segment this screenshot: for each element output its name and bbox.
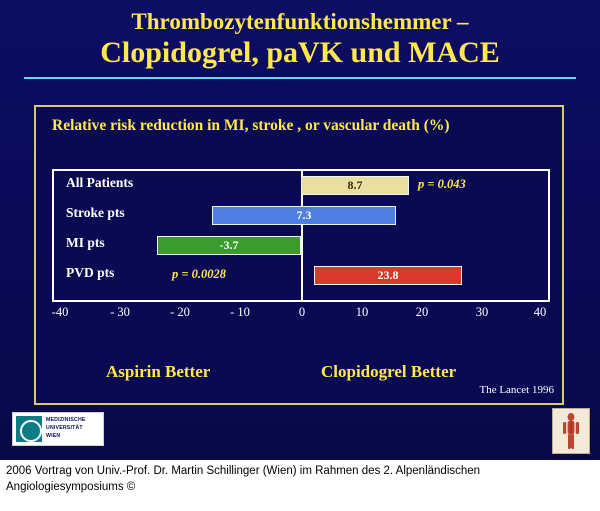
vascular-system-figure-icon (559, 412, 583, 452)
title-divider (24, 77, 576, 79)
aspirin-better-label: Aspirin Better (106, 362, 211, 381)
x-tick: 0 (298, 305, 306, 319)
x-tick: 40 (533, 305, 547, 319)
bar-value-label: 7.3 (296, 208, 312, 222)
bar-value-label: 23.8 (377, 268, 399, 282)
bar-pvd-pts (314, 266, 462, 285)
bar-value-label: 8.7 (347, 178, 363, 192)
bar-all-patients (301, 176, 409, 195)
bar-stroke-pts (212, 206, 396, 225)
logo-line-3: WIEN (46, 432, 61, 439)
x-tick: - 20 (170, 305, 190, 319)
slide-title-line-1: Thrombozytenfunktionshemmer – (131, 9, 469, 34)
logo-line-1: MEDIZINISCHE (46, 417, 86, 424)
category-label: All Patients (66, 175, 134, 190)
x-tick: - 10 (230, 305, 250, 319)
chart-row-all-patients (52, 173, 550, 199)
medical-university-vienna-logo (12, 412, 104, 446)
slide-caption: 2006 Vortrag von Univ.-Prof. Dr. Martin Schillinger (Wien) im Rahmen des 2. Alpenländischen Angiologiesymposiums © (0, 460, 600, 511)
plot-area (52, 169, 550, 339)
university-logo-text (46, 417, 86, 440)
category-label: PVD pts (66, 265, 115, 280)
pvalue-pvd-pts: p = 0.0028 (172, 267, 226, 281)
bar-value-label: -3.7 (219, 238, 239, 252)
clopidogrel-better-label: Clopidogrel Better (321, 362, 457, 381)
university-seal-icon (16, 416, 42, 442)
chart-title: Relative risk reduction in MI, stroke , or vascular death (%) (52, 117, 450, 134)
x-tick: 30 (475, 305, 489, 319)
x-tick: - 30 (110, 305, 130, 319)
chart-row-mi-pts (52, 233, 550, 259)
x-tick: 10 (355, 305, 369, 319)
chart-row-pvd-pts (52, 263, 550, 289)
x-tick: -40 (51, 305, 69, 319)
x-tick: 20 (415, 305, 429, 319)
title-block (0, 0, 600, 79)
source-label: The Lancet 1996 (479, 384, 554, 396)
bar-mi-pts (157, 236, 301, 255)
logo-line-2: UNIVERSITÄT (46, 425, 83, 432)
anatomy-figure-icon (552, 408, 590, 454)
chart-row-stroke-pts (52, 203, 550, 229)
slide-title-line-2: Clopidogrel, paVK und MACE (100, 36, 500, 70)
axis-direction-labels (36, 362, 566, 396)
x-axis (52, 305, 550, 325)
chart-panel (34, 105, 564, 405)
category-label: Stroke pts (66, 205, 125, 220)
pvalue-all-patients: p = 0.043 (418, 177, 466, 191)
category-label: MI pts (66, 235, 105, 250)
